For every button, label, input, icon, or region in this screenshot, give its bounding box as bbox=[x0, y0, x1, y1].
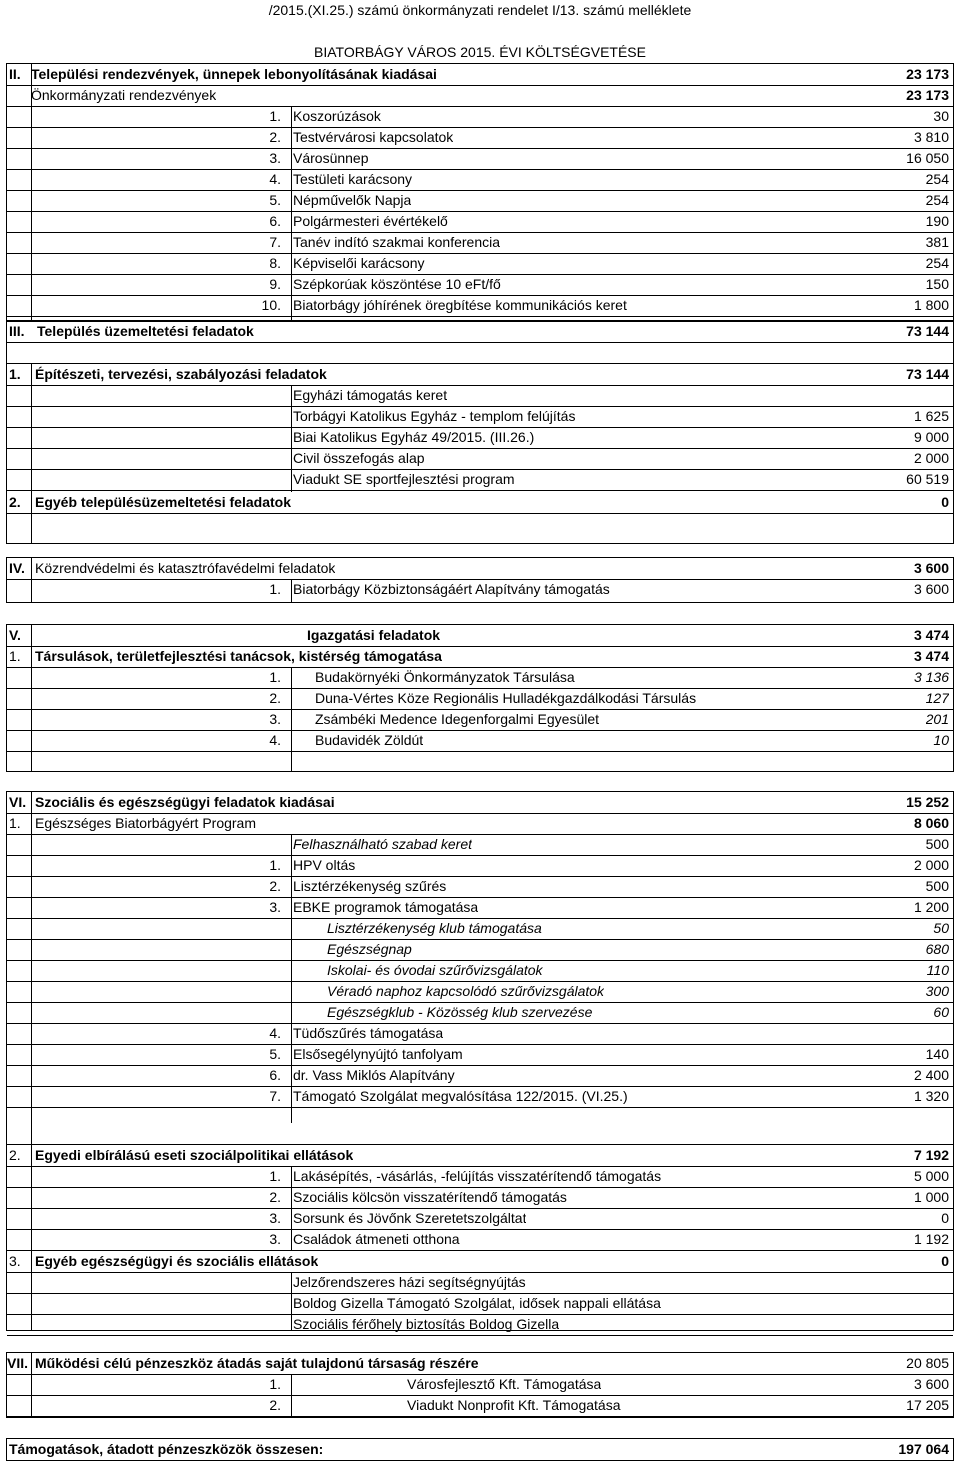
item-label: dr. Vass Miklós Alapítvány bbox=[293, 1067, 455, 1083]
section-ii bbox=[6, 63, 954, 322]
item-label: HPV oltás bbox=[293, 857, 356, 873]
item-number: 8. bbox=[269, 255, 281, 271]
item-label: Testületi karácsony bbox=[293, 171, 413, 187]
table-row bbox=[7, 274, 953, 296]
table-row bbox=[7, 1229, 953, 1251]
table-row bbox=[7, 232, 953, 254]
subsection-header: 2. Egyedi elbírálású eseti szociálpolitikai ellátások 7 192 bbox=[7, 1145, 953, 1167]
table-row bbox=[7, 1395, 953, 1417]
item-value: 3 136 bbox=[913, 669, 949, 685]
item-value: 110 bbox=[926, 962, 949, 978]
item-label: Családok átmeneti otthona bbox=[293, 1231, 460, 1247]
table-row bbox=[7, 730, 953, 752]
item-number: 2. bbox=[269, 1189, 281, 1205]
item-number: 2. bbox=[269, 690, 281, 706]
item-label: Szociális férőhely biztosítás Boldog Gizella bbox=[293, 1316, 560, 1332]
item-value: 60 bbox=[933, 1004, 949, 1020]
item-number: 4. bbox=[269, 1025, 281, 1041]
item-label: Tanév indító szakmai konferencia bbox=[293, 234, 500, 250]
subsection-header: 2. Egyéb településüzemeltetési feladatok 0 bbox=[7, 492, 953, 514]
item-number: 3. bbox=[269, 150, 281, 166]
section-vi-header: VI. Szociális és egészségügyi feladatok kiadásai 15 252 bbox=[7, 792, 953, 814]
item-label: Szociális kölcsön visszatérítendő támogatás bbox=[293, 1189, 567, 1205]
item-label: Civil összefogás alap bbox=[293, 450, 425, 466]
item-label: Biai Katolikus Egyház 49/2015. (III.26.) bbox=[293, 429, 535, 445]
table-row bbox=[7, 106, 953, 128]
item-label: Testvérvárosi kapcsolatok bbox=[293, 129, 454, 145]
table-row bbox=[7, 169, 953, 191]
table-row bbox=[7, 960, 953, 982]
item-label: EBKE programok támogatása bbox=[293, 899, 479, 915]
item-value: 3 810 bbox=[913, 129, 949, 145]
item-value: 0 bbox=[941, 1210, 949, 1226]
item-number: 9. bbox=[269, 276, 281, 292]
grand-total-label: Támogatások, átadott pénzeszközök összesen: bbox=[9, 1441, 324, 1457]
item-value: 127 bbox=[925, 690, 949, 706]
item-value: 201 bbox=[925, 711, 949, 727]
item-number: 6. bbox=[269, 1067, 281, 1083]
table-row: 1. Biatorbágy Közbiztonságáért Alapítvány támogatás 3 600 bbox=[269, 581, 949, 597]
section-iii bbox=[6, 320, 954, 544]
item-label: Koszorúzások bbox=[293, 108, 381, 124]
item-label: Lakásépítés, -vásárlás, -felújítás visszatérítendő támogatás bbox=[293, 1168, 662, 1184]
item-label: Városünnep bbox=[293, 150, 369, 166]
item-number: 5. bbox=[269, 1046, 281, 1062]
item-number: 10. bbox=[261, 297, 281, 313]
item-number: 2. bbox=[269, 878, 281, 894]
item-label: Népművelők Napja bbox=[293, 192, 412, 208]
item-label: Duna-Vértes Köze Regionális Hulladékgazdálkodási Társulás bbox=[315, 690, 697, 706]
table-row bbox=[7, 1272, 953, 1294]
table-row bbox=[7, 855, 953, 877]
table-row bbox=[7, 709, 953, 731]
section-iv bbox=[6, 557, 954, 603]
item-value: 16 050 bbox=[906, 150, 949, 166]
item-label: Boldog Gizella Támogató Szolgálat, idősek nappali ellátása bbox=[293, 1295, 661, 1311]
item-value: 9 000 bbox=[913, 429, 949, 445]
item-label: Városfejlesztő Kft. Támogatása bbox=[407, 1376, 602, 1392]
table-row bbox=[7, 127, 953, 149]
item-label: Egészségnap bbox=[327, 941, 412, 957]
table-row bbox=[7, 1044, 953, 1066]
section-vi bbox=[6, 791, 954, 1331]
table-row bbox=[7, 448, 953, 470]
item-label: Viadukt SE sportfejlesztési program bbox=[293, 471, 515, 487]
section-iii-header: III. Település üzemeltetési feladatok 73 144 bbox=[7, 321, 953, 343]
subsection-header: 1. Egészséges Biatorbágyért Program 8 060 bbox=[7, 813, 953, 835]
table-row bbox=[7, 190, 953, 212]
section-total: 15 252 bbox=[906, 794, 949, 810]
section-title: Működési célú pénzeszköz átadás saját tulajdonú társaság részére bbox=[35, 1355, 479, 1371]
table-row bbox=[7, 897, 953, 919]
subsection-header: 1. Építészeti, tervezési, szabályozási feladatok 73 144 bbox=[7, 364, 953, 386]
section-iv-header: IV. Közrendvédelmi és katasztrófavédelmi feladatok 3 600 bbox=[7, 558, 953, 580]
item-value: 254 bbox=[925, 171, 949, 187]
item-number: 2. bbox=[269, 1397, 281, 1413]
section-title: Települési rendezvények, ünnepek lebonyolításának kiadásai bbox=[31, 66, 437, 82]
section-title: Szociális és egészségügyi feladatok kiadásai bbox=[35, 794, 335, 810]
section-title: Közrendvédelmi és katasztrófavédelmi feladatok bbox=[35, 560, 336, 576]
item-value: 150 bbox=[925, 276, 949, 292]
item-number: 3. bbox=[269, 1231, 281, 1247]
item-value: 1 320 bbox=[913, 1088, 949, 1104]
item-value: 3 600 bbox=[913, 1376, 949, 1392]
table-row: Felhasználható szabad keret 500 bbox=[7, 834, 953, 856]
table-row bbox=[7, 469, 953, 491]
table-row bbox=[7, 1002, 953, 1024]
table-row bbox=[7, 1166, 953, 1188]
section-title: Település üzemeltetési feladatok bbox=[37, 323, 254, 339]
item-label: Torbágyi Katolikus Egyház - templom felújítás bbox=[293, 408, 576, 424]
item-label: Iskolai- és óvodai szűrővizsgálatok bbox=[327, 962, 543, 978]
item-value: 5 000 bbox=[913, 1168, 949, 1184]
item-value: 500 bbox=[925, 878, 949, 894]
item-label: Polgármesteri évértékelő bbox=[293, 213, 448, 229]
item-value: 2 000 bbox=[913, 857, 949, 873]
section-total: 23 173 bbox=[906, 66, 949, 82]
section-total: 3 600 bbox=[913, 560, 949, 576]
table-row bbox=[7, 918, 953, 940]
table-row bbox=[7, 211, 953, 233]
subsection-header: Önkormányzati rendezvények 23 173 bbox=[7, 85, 953, 107]
item-value: 1 000 bbox=[913, 1189, 949, 1205]
section-total: 73 144 bbox=[906, 323, 949, 339]
section-vii-header: VII. Működési célú pénzeszköz átadás saját tulajdonú társaság részére 20 805 bbox=[7, 1353, 953, 1375]
item-number: 7. bbox=[269, 234, 281, 250]
item-label: Sorsunk és Jövőnk Szeretetszolgáltat bbox=[293, 1210, 527, 1226]
subsection-header: 1. Társulások, területfejlesztési tanácsok, kistérség támogatása 3 474 bbox=[7, 646, 953, 668]
item-number: 3. bbox=[269, 711, 281, 727]
item-value: 50 bbox=[933, 920, 949, 936]
item-label: Véradó naphoz kapcsolódó szűrővizsgálatok bbox=[327, 983, 605, 999]
item-number: 3. bbox=[269, 899, 281, 915]
item-value: 17 205 bbox=[906, 1397, 949, 1413]
table-row bbox=[7, 1086, 953, 1108]
table-row bbox=[7, 939, 953, 961]
item-number: 1. bbox=[269, 669, 281, 685]
grand-total-value: 197 064 bbox=[898, 1441, 949, 1457]
item-value: 2 000 bbox=[913, 450, 949, 466]
item-label: Egészségklub - Közösség klub szervezése bbox=[327, 1004, 593, 1020]
item-number: 2. bbox=[269, 129, 281, 145]
item-value: 381 bbox=[925, 234, 949, 250]
table-row bbox=[7, 385, 953, 407]
table-row bbox=[7, 1208, 953, 1230]
table-row bbox=[7, 981, 953, 1003]
item-label: Lisztérzékenység szűrés bbox=[293, 878, 447, 894]
item-label: Budavidék Zöldút bbox=[315, 732, 424, 748]
item-number: 4. bbox=[269, 732, 281, 748]
item-label: Zsámbéki Medence Idegenforgalmi Egyesület bbox=[315, 711, 600, 727]
document-reference: /2015.(XI.25.) számú önkormányzati rendelet I/13. számú melléklete bbox=[268, 2, 692, 18]
section-v bbox=[6, 624, 954, 772]
item-value: 300 bbox=[925, 983, 949, 999]
item-number: 1. bbox=[269, 1376, 281, 1392]
item-label: Egyházi támogatás keret bbox=[293, 387, 448, 403]
item-value: 254 bbox=[925, 192, 949, 208]
item-value: 254 bbox=[925, 255, 949, 271]
table-row bbox=[7, 1187, 953, 1209]
item-value: 30 bbox=[933, 108, 949, 124]
budget-title: BIATORBÁGY VÁROS 2015. ÉVI KÖLTSÉGVETÉSE bbox=[314, 44, 646, 60]
item-value: 140 bbox=[925, 1046, 949, 1062]
item-label: Tüdőszűrés támogatása bbox=[293, 1025, 444, 1041]
item-value: 1 192 bbox=[913, 1231, 949, 1247]
table-row bbox=[7, 1374, 953, 1396]
table-row bbox=[7, 876, 953, 898]
item-label: Jelzőrendszeres házi segítségnyújtás bbox=[293, 1274, 526, 1290]
item-label: Budakörnyéki Önkormányzatok Társulása bbox=[315, 669, 575, 685]
section-total: 3 474 bbox=[913, 627, 949, 643]
section-total: 20 805 bbox=[906, 1355, 949, 1371]
section-v-header: V. Igazgatási feladatok 3 474 bbox=[7, 625, 953, 647]
table-row bbox=[7, 427, 953, 449]
item-value: 680 bbox=[925, 941, 949, 957]
grand-total bbox=[6, 1438, 954, 1461]
item-label: Támogató Szolgálat megvalósítása 122/2015. (VI.25.) bbox=[293, 1088, 628, 1104]
item-label: Elsősegélynyújtó tanfolyam bbox=[293, 1046, 463, 1062]
item-number: 1. bbox=[269, 108, 281, 124]
item-value: 10 bbox=[933, 732, 949, 748]
item-label: Lisztérzékenység klub támogatása bbox=[327, 920, 542, 936]
subsection-header: 3. Egyéb egészségügyi és szociális ellátások 0 bbox=[7, 1251, 953, 1273]
item-value: 2 400 bbox=[913, 1067, 949, 1083]
table-row bbox=[7, 1023, 953, 1045]
item-number: 4. bbox=[269, 171, 281, 187]
section-title: Igazgatási feladatok bbox=[307, 627, 441, 643]
item-number: 6. bbox=[269, 213, 281, 229]
section-ii-header: II. Települési rendezvények, ünnepek lebonyolításának kiadásai 23 173 bbox=[7, 64, 953, 86]
item-number: 7. bbox=[269, 1088, 281, 1104]
table-row bbox=[7, 253, 953, 275]
item-value: 1 200 bbox=[913, 899, 949, 915]
item-value: 1 800 bbox=[913, 297, 949, 313]
item-label: Szépkorúak köszöntése 10 eFt/fő bbox=[293, 276, 501, 292]
table-row bbox=[7, 1065, 953, 1087]
item-value: 60 519 bbox=[906, 471, 949, 487]
item-value: 190 bbox=[925, 213, 949, 229]
item-number: 1. bbox=[269, 1168, 281, 1184]
table-row bbox=[7, 688, 953, 710]
item-number: 3. bbox=[269, 1210, 281, 1226]
table-row bbox=[7, 148, 953, 170]
table-row bbox=[7, 667, 953, 689]
section-vii bbox=[6, 1352, 954, 1418]
item-label: Biatorbágy jóhírének öregbítése kommunikációs keret bbox=[293, 297, 627, 313]
table-row bbox=[7, 1314, 953, 1336]
item-value: 1 625 bbox=[913, 408, 949, 424]
item-label: Viadukt Nonprofit Kft. Támogatása bbox=[407, 1397, 621, 1413]
item-number: 5. bbox=[269, 192, 281, 208]
table-row bbox=[7, 406, 953, 428]
table-row bbox=[7, 1293, 953, 1315]
item-label: Képviselői karácsony bbox=[293, 255, 425, 271]
table-row bbox=[7, 295, 953, 317]
item-number: 1. bbox=[269, 857, 281, 873]
